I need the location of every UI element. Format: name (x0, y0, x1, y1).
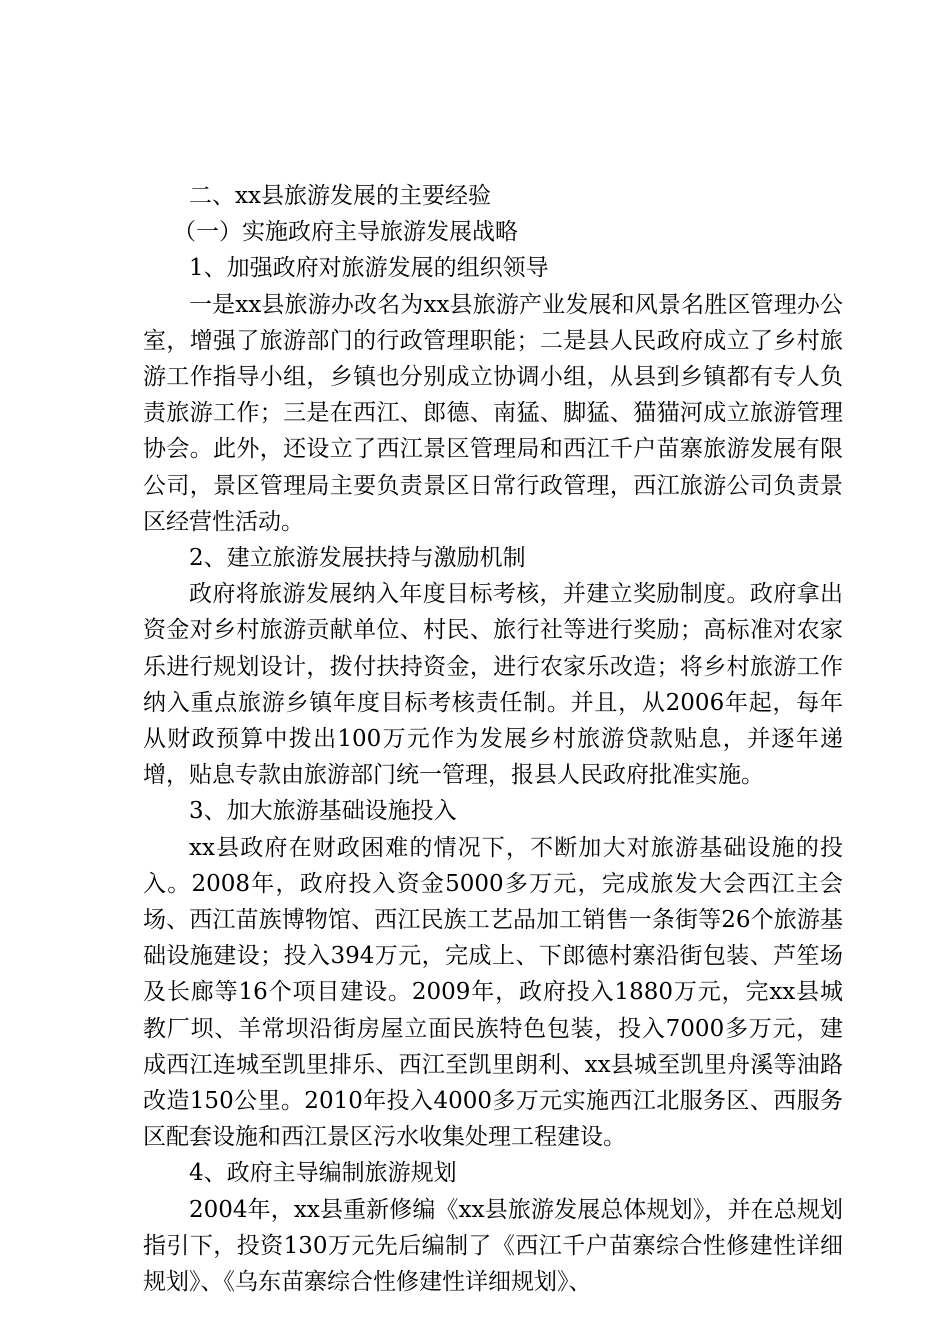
item-heading-4: 4、政府主导编制旅游规划 (189, 1160, 457, 1187)
subsection-heading: （一）实施政府主导旅游发展战略 (173, 219, 518, 246)
section-heading-main: 二、xx县旅游发展的主要经验 (189, 183, 491, 209)
document-page (143, 178, 843, 1300)
item-heading-2: 2、建立旅游发展扶持与激励机制 (189, 545, 526, 572)
item-heading-3: 3、加大旅游基础设施投入 (189, 798, 457, 825)
paragraph-2: 政府将旅游发展纳入年度目标考核，并建立奖励制度。政府拿出资金对乡村旅游贡献单位、村民、旅行社等进行奖励；高标准对农家乐进行规划设计，拨付扶持资金，进行农家乐改造；将乡村旅游工作纳入重点旅游乡镇年度目标考核责任制。并且，从2006年起，每年从财政预算中拨出100万元作为发展乡村旅游贷款贴息，并逐年递增，贴息专款由旅游部门统一管理，报县人民政府批准实施。 (143, 581, 843, 789)
paragraph-4: 2004年，xx县重新修编《xx县旅游发展总体规划》，并在总规划指引下，投资130万元先后编制了《西江千户苗寨综合性修建性详细规划》、《乌东苗寨综合性修建性详细规划》、 (143, 1196, 843, 1296)
item-heading-1: 1、加强政府对旅游发展的组织领导 (189, 255, 549, 282)
paragraph-3: xx县政府在财政困难的情况下，不断加大对旅游基础设施的投入。2008年，政府投入资金5000多万元，完成旅发大会西江主会场、西江苗族博物馆、西江民族工艺品加工销售一条街等26个旅游基础设施建设；投入394万元，完成上、下郎德村寨沿街包装、芦笙场及长廊等16个项目建设。2009年，政府投入1880万元，完xx县城教厂坝、羊常坝沿街房屋立面民族特色包装，投入7000多万元，建成西江连城至凯里排乐、西江至凯里朗利、xx县城至凯里舟溪等油路改造150公里。2010年投入4000多万元实施西江北服务区、西服务区配套设施和西江景区污水收集处理工程建设。 (143, 834, 843, 1151)
paragraph-1: 一是xx县旅游办改名为xx县旅游产业发展和风景名胜区管理办公室，增强了旅游部门的行政管理职能；二是县人民政府成立了乡村旅游工作指导小组，乡镇也分别成立协调小组，从县到乡镇都有专人负责旅游工作；三是在西江、郎德、南猛、脚猛、猫猫河成立旅游管理协会。此外，还设立了西江景区管理局和西江千户苗寨旅游发展有限公司，景区管理局主要负责景区日常行政管理，西江旅游公司负责景区经营性活动。 (143, 291, 843, 535)
